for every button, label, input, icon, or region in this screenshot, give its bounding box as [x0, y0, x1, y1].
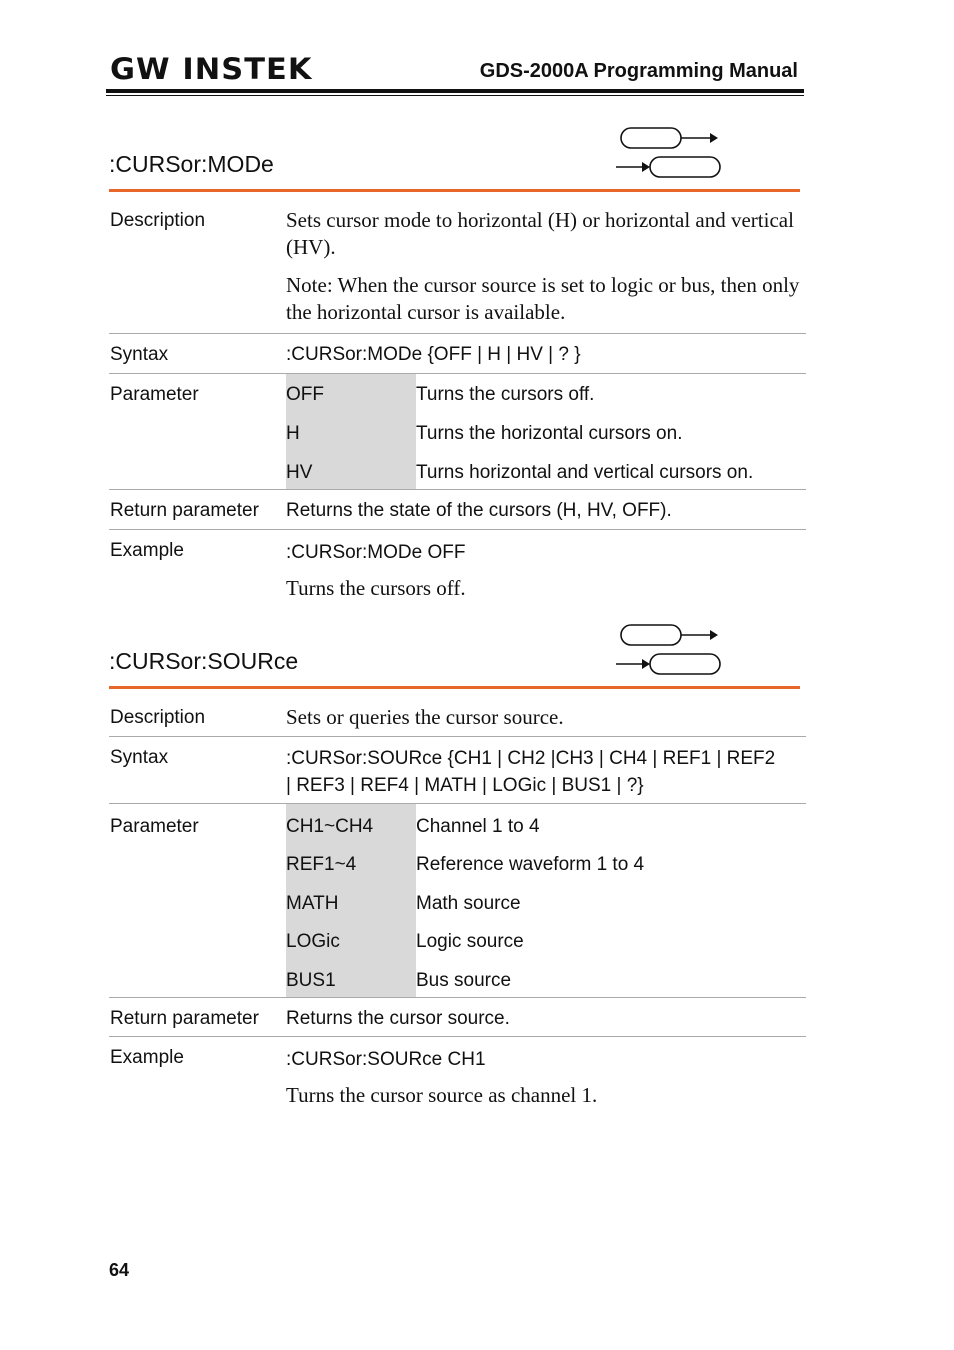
- example-label: Example: [110, 1047, 184, 1068]
- return-parameter-row: [109, 998, 806, 1037]
- parameter-name: MATH: [286, 893, 339, 914]
- section-title: :CURSor:SOURce: [109, 648, 299, 674]
- description-label: Description: [110, 707, 206, 728]
- section-rule: [109, 686, 800, 689]
- return-parameter-text: Returns the cursor source.: [286, 1008, 510, 1029]
- parameter-desc: Turns horizontal and vertical cursors on.: [416, 462, 754, 483]
- return-parameter-text: Returns the state of the cursors (H, HV, OFF).: [286, 500, 672, 521]
- parameter-label: Parameter: [110, 816, 199, 837]
- parameter-name: REF1~4: [286, 854, 357, 875]
- parameter-name: CH1~CH4: [286, 816, 374, 837]
- parameter-desc: Channel 1 to 4: [416, 816, 540, 837]
- parameter-desc: Reference waveform 1 to 4: [416, 854, 645, 875]
- section-cursor-source: [109, 615, 806, 1115]
- parameter-name: LOGic: [286, 931, 340, 952]
- section-rule: [109, 189, 800, 192]
- example-row: [109, 530, 806, 608]
- parameter-name: BUS1: [286, 970, 336, 991]
- parameter-desc: Turns the horizontal cursors on.: [416, 423, 683, 444]
- parameter-row: [109, 804, 806, 998]
- section-cursor-mode: [109, 118, 806, 608]
- brand-logo: GW INSTEK: [110, 52, 313, 86]
- header-rule-thin: [106, 95, 804, 96]
- manual-title: GDS-2000A Programming Manual: [479, 60, 798, 82]
- syntax-text: :CURSor:SOURce {CH1 | CH2 |CH3 | CH4 | REF1 | REF2 | REF3 | REF4 | MATH | LOGic | BUS1 | ?}: [286, 748, 776, 796]
- syntax-row: [109, 737, 806, 804]
- set-query-icon: [614, 619, 724, 675]
- example-row: [109, 1037, 806, 1115]
- description-text: Sets cursor mode to horizontal (H) or horizontal and vertical (HV).: [286, 208, 794, 259]
- return-parameter-label: Return parameter: [110, 1008, 259, 1029]
- page-header: [106, 50, 804, 98]
- description-row: [109, 697, 806, 737]
- description-label: Description: [110, 210, 206, 231]
- return-parameter-row: [109, 490, 806, 530]
- parameter-name: OFF: [286, 384, 324, 405]
- example-command: :CURSor:SOURce CH1: [286, 1049, 486, 1070]
- description-row: [109, 200, 806, 334]
- parameter-name: HV: [286, 462, 313, 483]
- parameter-desc: Turns the cursors off.: [416, 384, 595, 405]
- example-description: Turns the cursor source as channel 1.: [286, 1083, 598, 1107]
- parameter-desc: Math source: [416, 893, 521, 914]
- page-number: 64: [109, 1260, 130, 1280]
- set-query-icon: [614, 122, 724, 178]
- description-text: Sets or queries the cursor source.: [286, 705, 564, 729]
- header-rule-thick: [106, 89, 804, 93]
- section-title: :CURSor:MODe: [109, 151, 274, 177]
- parameter-row: [109, 374, 806, 490]
- syntax-label: Syntax: [110, 344, 169, 365]
- parameter-label: Parameter: [110, 384, 199, 405]
- example-label: Example: [110, 540, 184, 561]
- syntax-text: :CURSor:MODe {OFF | H | HV | ? }: [286, 344, 581, 365]
- example-command: :CURSor:MODe OFF: [286, 542, 466, 563]
- example-description: Turns the cursors off.: [286, 576, 466, 600]
- parameter-desc: Logic source: [416, 931, 524, 952]
- syntax-row: [109, 334, 806, 374]
- parameter-desc: Bus source: [416, 970, 512, 991]
- description-note: Note: When the cursor source is set to logic or bus, then only the horizontal cursor is available.: [286, 273, 800, 324]
- syntax-label: Syntax: [110, 747, 169, 768]
- return-parameter-label: Return parameter: [110, 500, 259, 521]
- parameter-name: H: [286, 423, 300, 444]
